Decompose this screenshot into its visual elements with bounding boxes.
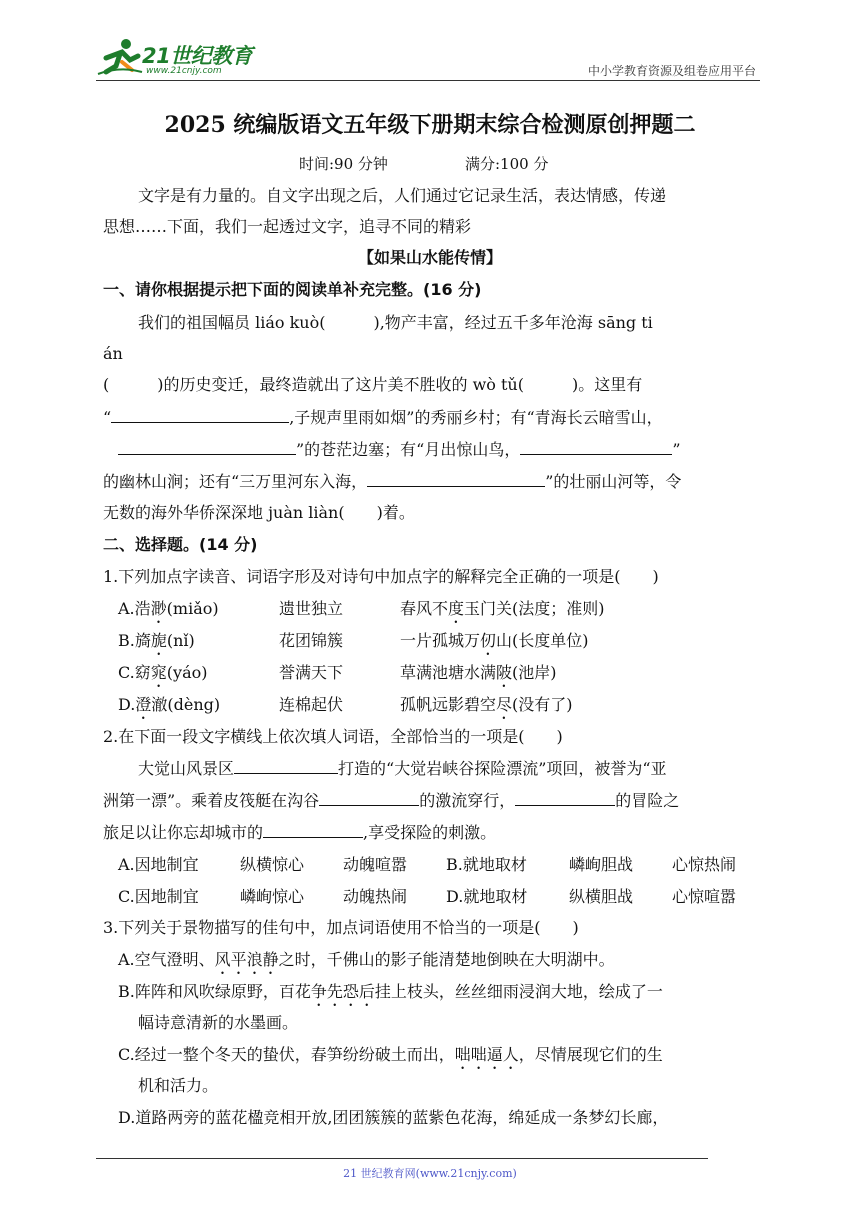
blank-line[interactable] bbox=[319, 787, 419, 806]
reading-line-5-text: ”的苍茫边塞；有“月出惊山鸟， bbox=[296, 440, 521, 459]
q1-option-a-word: 遗世独立 bbox=[279, 599, 344, 618]
reading-line-6-tail: ”的壮丽山河等，令 bbox=[545, 472, 682, 491]
footer-divider bbox=[96, 1158, 708, 1159]
q2-option-c-3: 动魄热闹 bbox=[343, 887, 408, 906]
reading-line-1: 我们的祖国幅员 liáo kuò( ),物产丰富，经过五千多年沧海 sāng ti bbox=[138, 313, 653, 332]
unit-title: 【如果山水能传情】 bbox=[357, 248, 502, 267]
quote-close: ” bbox=[672, 440, 681, 459]
page-title: 2025 统编版语文五年级下册期末综合检测原创押题二 bbox=[164, 112, 696, 138]
intro-line-2: 思想……下面，我们一起透过文字，追寻不同的精彩 bbox=[103, 217, 472, 236]
q2-passage-line-1: 大觉山风景区 打造的“大觉岩峡谷探险漂流”项回，被誉为“亚 bbox=[138, 753, 667, 785]
q1-stem: 1.下列加点字读音、词语字形及对诗句中加点字的解释完全正确的一项是( ) bbox=[103, 567, 659, 586]
blank-line[interactable] bbox=[520, 436, 672, 455]
q2-option-c[interactable]: C.因地制宜 bbox=[118, 887, 199, 906]
q1-option-d-word: 连棉起伏 bbox=[279, 695, 344, 714]
q2-option-c-2: 嶙峋惊心 bbox=[240, 887, 305, 906]
logo-subtitle: www.21cnjy.com bbox=[146, 66, 222, 76]
blank-line[interactable] bbox=[234, 755, 338, 774]
q2-option-a-3: 动魄喧嚣 bbox=[343, 855, 408, 874]
reading-line-5 bbox=[118, 434, 681, 466]
section1-heading: 一、请你根据提示把下面的阅读单补充完整。(16 分) bbox=[103, 280, 482, 299]
q1-option-a-poem: 春风不度玉门关(法度；准则) bbox=[400, 599, 605, 618]
q1-option-c-poem: 草满池塘水满陂(池岸) bbox=[400, 663, 557, 682]
q3-option-d[interactable]: D.道路两旁的蓝花楹竞相开放,团团簇簇的蓝紫色花海，绵延成一条梦幻长廊， bbox=[118, 1108, 669, 1127]
blank-line[interactable] bbox=[118, 436, 296, 455]
reading-line-2: án bbox=[103, 344, 123, 363]
reading-line-4 bbox=[103, 402, 663, 434]
logo-title: 21世纪教育 bbox=[142, 44, 253, 68]
reading-line-6-text: 的幽林山涧；还有“三万里河东入海， bbox=[103, 472, 368, 491]
q2-option-d[interactable]: D.就地取材 bbox=[446, 887, 528, 906]
q1-option-b[interactable]: B.旖旎(nǐ) bbox=[118, 631, 195, 650]
platform-label: 中小学教育资源及组卷应用平台 bbox=[587, 64, 756, 78]
q2-option-b-3: 心惊热闹 bbox=[672, 855, 737, 874]
reading-line-4-text: ,子规声里雨如烟”的秀丽乡村；有“青海长云暗雪山， bbox=[289, 408, 663, 427]
q2-passage-line-3: 旅足以让你忘却城市的 ,享受探险的刺激。 bbox=[103, 817, 496, 849]
q2-option-d-2: 纵横胆战 bbox=[569, 887, 634, 906]
q3-option-b-cont: 幅诗意清新的水墨画。 bbox=[138, 1013, 299, 1032]
q2-option-b[interactable]: B.就地取材 bbox=[446, 855, 527, 874]
q3-option-b[interactable]: B.阵阵和风吹绿原野，百花争先恐后挂上枝头，丝丝细雨浸润大地，绘成了一 bbox=[118, 982, 663, 1001]
blank-line[interactable] bbox=[367, 468, 545, 487]
reading-line-7: 无数的海外华侨深深地 juàn liàn( )着。 bbox=[103, 503, 415, 522]
section2-heading: 二、选择题。(14 分) bbox=[103, 535, 258, 554]
q1-option-c[interactable]: C.窈窕(yáo) bbox=[118, 663, 208, 682]
quote-open: “ bbox=[103, 408, 112, 427]
full-score: 满分:100 分 bbox=[465, 155, 549, 173]
q1-option-b-word: 花团锦簇 bbox=[279, 631, 344, 650]
q3-option-a[interactable]: A.空气澄明、风平浪静之时，千佛山的影子能清楚地倒映在大明湖中。 bbox=[118, 950, 615, 969]
q1-option-d[interactable]: D.澄澈(dèng) bbox=[118, 695, 221, 714]
q3-stem: 3.下列关于景物描写的佳句中，加点词语使用不恰当的一项是( ) bbox=[103, 918, 579, 937]
blank-line[interactable] bbox=[263, 819, 363, 838]
q2-option-d-3: 心惊喧嚣 bbox=[672, 887, 737, 906]
reading-line-3: ( )的历史变迁，最终造就出了这片美不胜收的 wò tǔ( )。这里有 bbox=[103, 375, 643, 394]
intro-line-1: 文字是有力量的。自文字出现之后，人们通过它记录生活，表达情感，传递 bbox=[138, 186, 667, 205]
time-limit: 时间:90 分钟 bbox=[299, 155, 388, 173]
reading-line-6 bbox=[103, 466, 681, 498]
q2-option-a[interactable]: A.因地制宜 bbox=[118, 855, 199, 874]
q3-option-c[interactable]: C.经过一整个冬天的蛰伏，春笋纷纷破土而出，咄咄逼人，尽情展现它们的生 bbox=[118, 1045, 663, 1064]
header-divider bbox=[96, 80, 760, 81]
q2-passage-line-2: 洲第一漂”。乘着皮筏艇在沟谷 的激流穿行， 的冒险之 bbox=[103, 785, 679, 817]
footer-text: 21 世纪教育网(www.21cnjy.com) bbox=[343, 1167, 517, 1180]
q1-option-a[interactable]: A.浩渺(miǎo) bbox=[118, 599, 219, 618]
q2-option-a-2: 纵横惊心 bbox=[240, 855, 305, 874]
q1-option-c-word: 誉满天下 bbox=[279, 663, 344, 682]
q2-option-b-2: 嶙峋胆战 bbox=[569, 855, 634, 874]
runner-logo-icon bbox=[96, 36, 144, 76]
q2-stem: 2.在下面一段文字横线上依次填人词语，全部恰当的一项是( ) bbox=[103, 727, 563, 746]
blank-line[interactable] bbox=[111, 404, 289, 423]
q1-option-d-poem: 孤帆远影碧空尽(没有了) bbox=[400, 695, 573, 714]
blank-line[interactable] bbox=[515, 787, 615, 806]
q3-option-c-cont: 机和活力。 bbox=[138, 1076, 219, 1095]
q1-option-b-poem: 一片孤城万仞山(长度单位) bbox=[400, 631, 589, 650]
